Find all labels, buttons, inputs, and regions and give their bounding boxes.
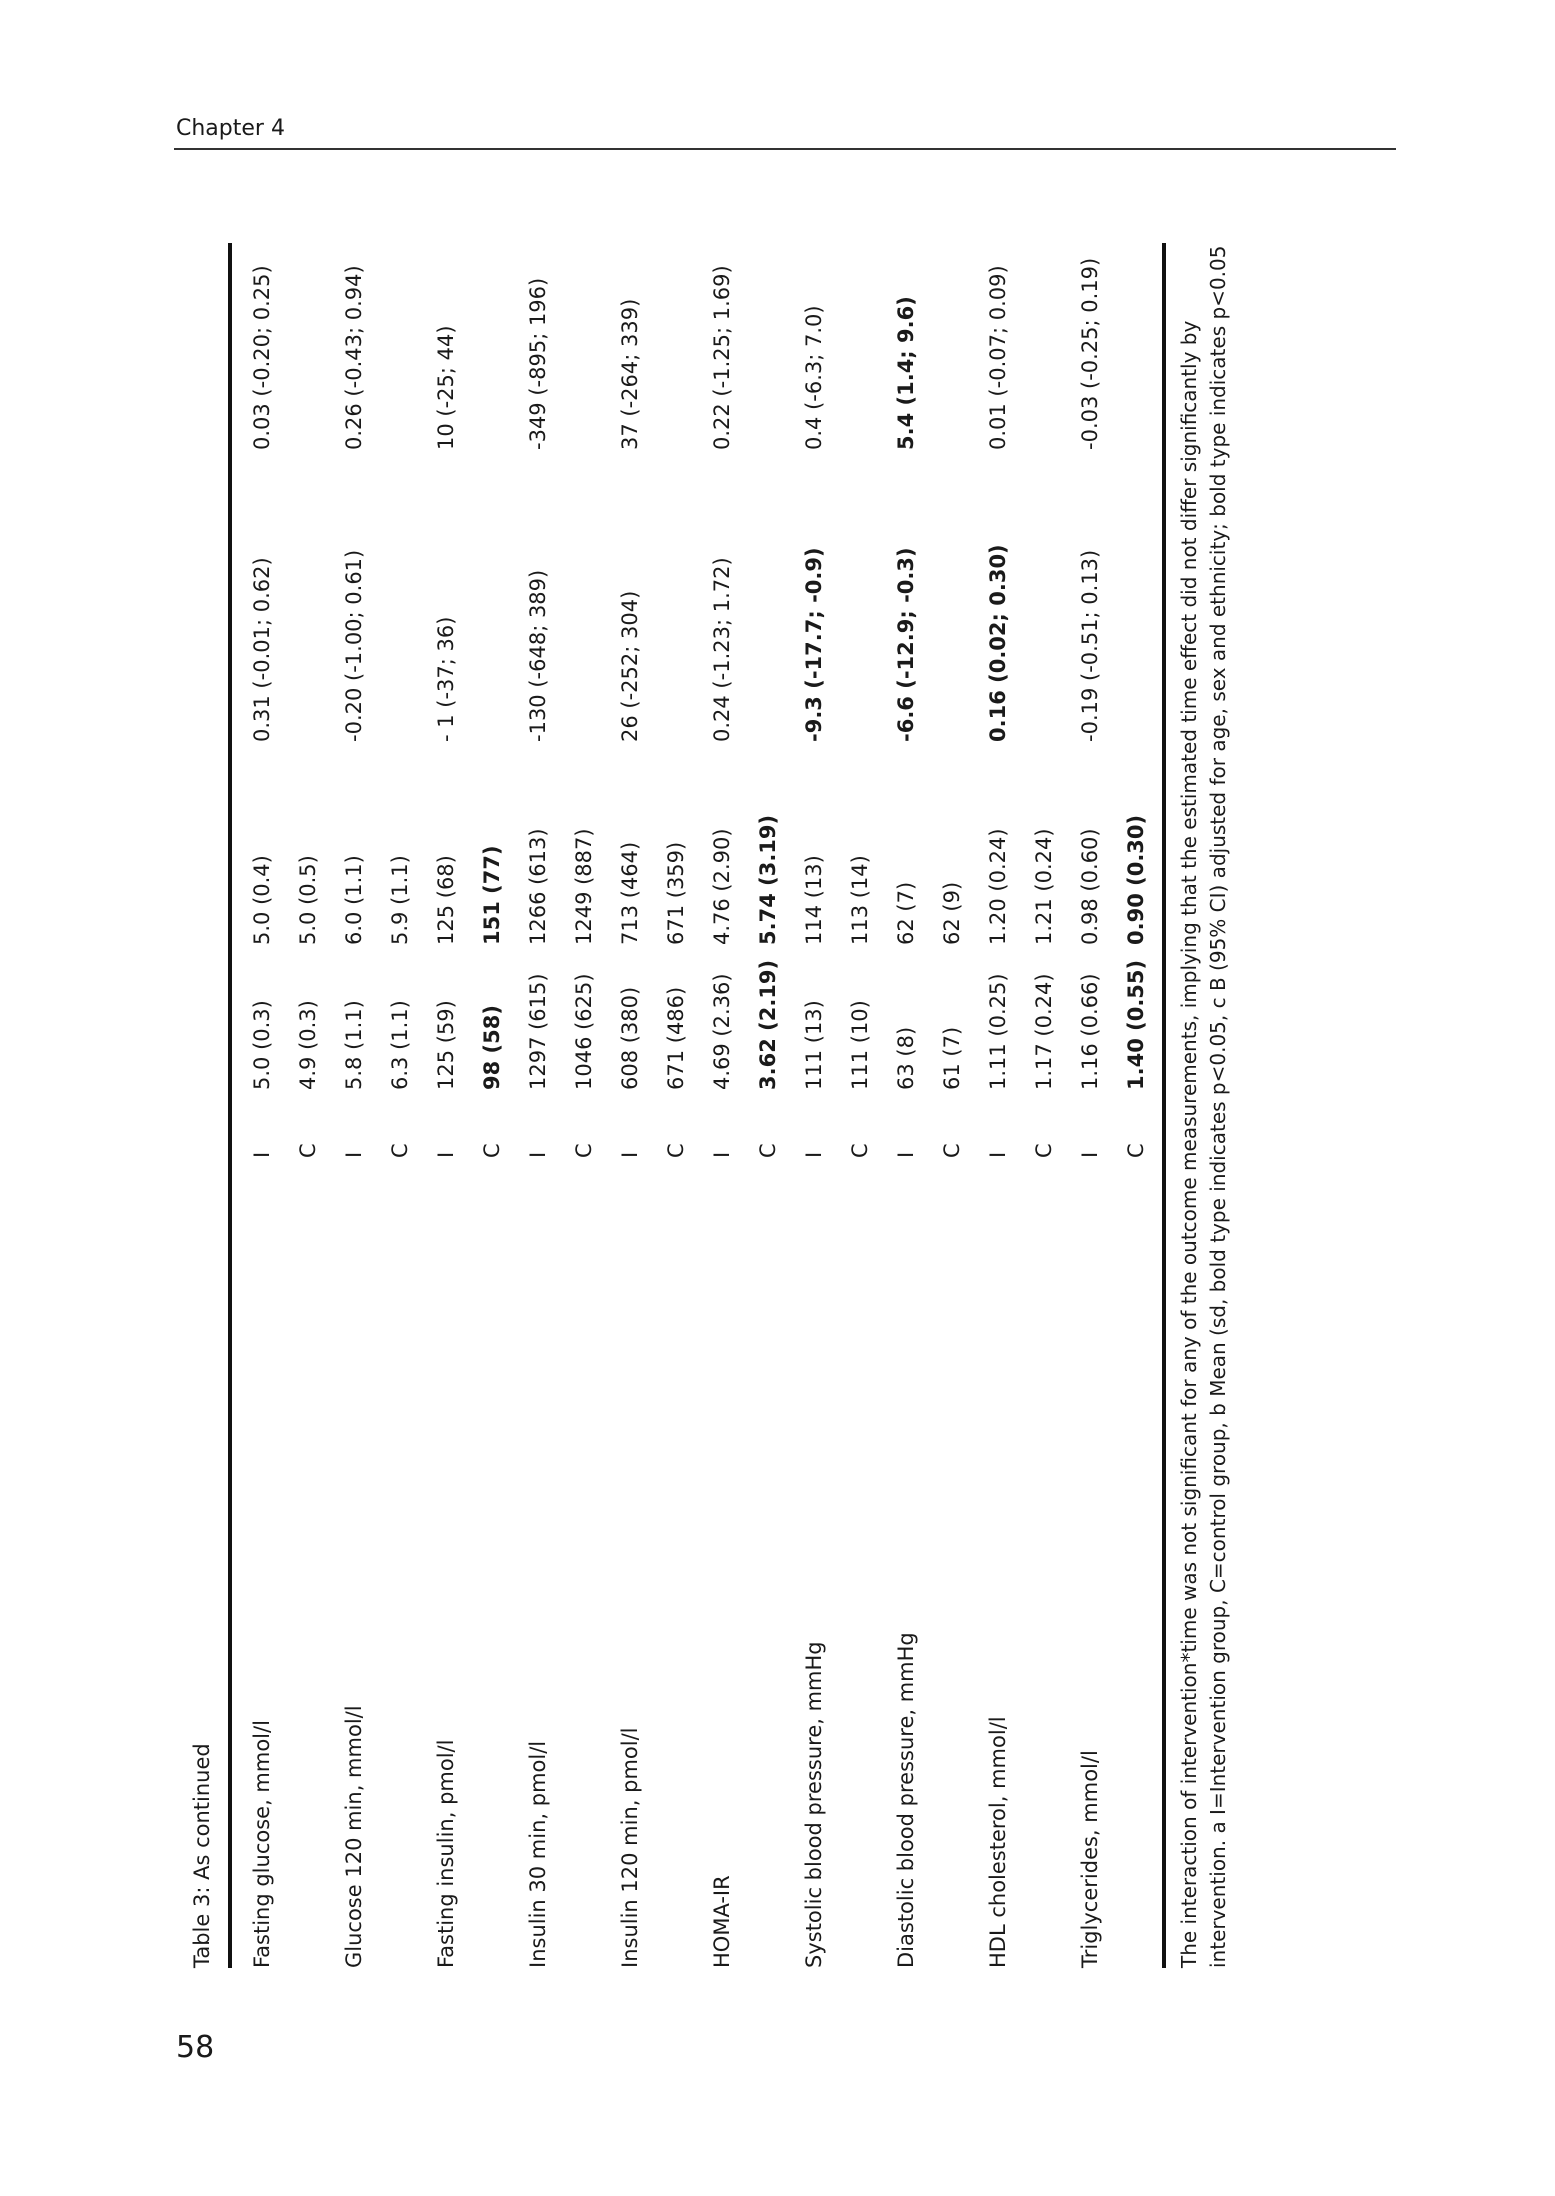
baseline-cell: 125 (59) xyxy=(434,1000,458,1090)
group-cell: C xyxy=(940,1143,964,1158)
row-label: Fasting glucose, mmol/l xyxy=(250,1720,274,1968)
group-cell: I xyxy=(526,1151,550,1158)
followup-cell: 125 (68) xyxy=(434,855,458,945)
baseline-cell: 111 (13) xyxy=(802,1000,826,1090)
followup-cell: 5.0 (0.5) xyxy=(296,855,320,945)
page-header xyxy=(174,112,1396,150)
followup-cell: 1.21 (0.24) xyxy=(1032,828,1056,945)
followup-cell: 62 (7) xyxy=(894,881,918,945)
rotated-table xyxy=(190,240,1250,2000)
estimate-b-cell: 0.31 (-0.01; 0.62) xyxy=(250,557,274,742)
estimate-c-cell: 0.4 (-6.3; 7.0) xyxy=(802,305,826,450)
followup-cell: 0.98 (0.60) xyxy=(1078,828,1102,945)
table-row xyxy=(1068,240,1114,2000)
estimate-b-cell: - 1 (-37; 36) xyxy=(434,616,458,742)
baseline-cell: 4.69 (2.36) xyxy=(710,973,734,1090)
group-cell: I xyxy=(986,1151,1010,1158)
table-row xyxy=(470,240,516,2000)
table-row xyxy=(286,240,332,2000)
group-cell: C xyxy=(1032,1143,1056,1158)
baseline-cell: 671 (486) xyxy=(664,986,688,1090)
baseline-cell: 61 (7) xyxy=(940,1026,964,1090)
followup-cell: 1266 (613) xyxy=(526,828,550,945)
table-row xyxy=(240,240,286,2000)
baseline-cell: 5.8 (1.1) xyxy=(342,1000,366,1090)
row-label: Triglycerides, mmol/l xyxy=(1078,1750,1102,1968)
baseline-cell: 1046 (625) xyxy=(572,973,596,1090)
group-cell: C xyxy=(664,1143,688,1158)
table-row xyxy=(838,240,884,2000)
followup-cell: 151 (77) xyxy=(480,845,504,945)
followup-cell: 671 (359) xyxy=(664,841,688,945)
group-cell: I xyxy=(710,1151,734,1158)
baseline-cell: 5.0 (0.3) xyxy=(250,1000,274,1090)
group-cell: I xyxy=(250,1151,274,1158)
row-label: Insulin 120 min, pmol/l xyxy=(618,1727,642,1968)
baseline-cell: 111 (10) xyxy=(848,1000,872,1090)
group-cell: C xyxy=(756,1143,780,1158)
group-cell: C xyxy=(480,1143,504,1158)
table-row xyxy=(378,240,424,2000)
followup-cell: 114 (13) xyxy=(802,855,826,945)
followup-cell: 5.9 (1.1) xyxy=(388,855,412,945)
estimate-c-cell: 37 (-264; 339) xyxy=(618,298,642,450)
row-label: HOMA-IR xyxy=(710,1875,734,1968)
chapter-title: Chapter 4 xyxy=(176,116,285,141)
page-number: 58 xyxy=(176,2030,215,2065)
baseline-cell: 6.3 (1.1) xyxy=(388,1000,412,1090)
row-label: Fasting insulin, pmol/l xyxy=(434,1739,458,1968)
baseline-cell: 3.62 (2.19) xyxy=(756,959,780,1090)
followup-cell: 1.20 (0.24) xyxy=(986,828,1010,945)
estimate-b-cell: -0.20 (-1.00; 0.61) xyxy=(342,549,366,742)
table-row xyxy=(1022,240,1068,2000)
followup-cell: 0.90 (0.30) xyxy=(1124,814,1148,945)
row-label: Insulin 30 min, pmol/l xyxy=(526,1740,550,1968)
table-footnote: The interaction of intervention*time was not significant for any of the outcome measurements, implying that the estimated time effect did not differ significantly by intervention. a I=Intervention group, C=control group, b Mean (sd, bold type indicates p<0.05, c B (95% CI) adjusted for age, sex and ethnicity; bold type indicates p<0.05 xyxy=(1177,245,1230,1968)
estimate-b-cell: -0.19 (-0.51; 0.13) xyxy=(1078,549,1102,742)
group-cell: C xyxy=(296,1143,320,1158)
followup-cell: 62 (9) xyxy=(940,881,964,945)
followup-cell: 5.0 (0.4) xyxy=(250,855,274,945)
row-label: Diastolic blood pressure, mmHg xyxy=(894,1632,918,1968)
estimate-c-cell: 0.26 (-0.43; 0.94) xyxy=(342,265,366,450)
group-cell: I xyxy=(434,1151,458,1158)
table-row xyxy=(608,240,654,2000)
row-label: Systolic blood pressure, mmHg xyxy=(802,1641,826,1968)
baseline-cell: 1.16 (0.66) xyxy=(1078,973,1102,1090)
followup-cell: 1249 (887) xyxy=(572,828,596,945)
table-row xyxy=(332,240,378,2000)
estimate-c-cell: 0.01 (-0.07; 0.09) xyxy=(986,265,1010,450)
table-row xyxy=(424,240,470,2000)
table-row xyxy=(562,240,608,2000)
group-cell: C xyxy=(388,1143,412,1158)
table-row xyxy=(792,240,838,2000)
baseline-cell: 63 (8) xyxy=(894,1026,918,1090)
table-bottom-rule xyxy=(1162,243,1166,1968)
group-cell: C xyxy=(1124,1143,1148,1158)
estimate-b-cell: 0.16 (0.02; 0.30) xyxy=(986,544,1010,742)
group-cell: I xyxy=(802,1151,826,1158)
table-row xyxy=(884,240,930,2000)
estimate-c-cell: 10 (-25; 44) xyxy=(434,325,458,450)
row-label: HDL cholesterol, mmol/l xyxy=(986,1716,1010,1968)
table-caption: Table 3: As continued xyxy=(190,1743,214,1968)
followup-cell: 6.0 (1.1) xyxy=(342,855,366,945)
baseline-cell: 98 (58) xyxy=(480,1005,504,1090)
group-cell: I xyxy=(618,1151,642,1158)
followup-cell: 4.76 (2.90) xyxy=(710,828,734,945)
followup-cell: 713 (464) xyxy=(618,841,642,945)
estimate-b-cell: -130 (-648; 389) xyxy=(526,569,550,742)
table-top-rule xyxy=(228,243,232,1968)
row-label: Glucose 120 min, mmol/l xyxy=(342,1705,366,1968)
estimate-b-cell: -6.6 (-12.9; -0.3) xyxy=(894,547,918,742)
baseline-cell: 1.17 (0.24) xyxy=(1032,973,1056,1090)
table-row xyxy=(746,240,792,2000)
baseline-cell: 1.11 (0.25) xyxy=(986,973,1010,1090)
baseline-cell: 4.9 (0.3) xyxy=(296,1000,320,1090)
baseline-cell: 1297 (615) xyxy=(526,973,550,1090)
baseline-cell: 608 (380) xyxy=(618,986,642,1090)
table-row xyxy=(976,240,1022,2000)
estimate-c-cell: -0.03 (-0.25; 0.19) xyxy=(1078,257,1102,450)
table-row xyxy=(516,240,562,2000)
group-cell: C xyxy=(848,1143,872,1158)
estimate-c-cell: 0.03 (-0.20; 0.25) xyxy=(250,265,274,450)
estimate-b-cell: -9.3 (-17.7; -0.9) xyxy=(802,547,826,742)
followup-cell: 5.74 (3.19) xyxy=(756,814,780,945)
estimate-c-cell: 5.4 (1.4; 9.6) xyxy=(894,296,918,450)
table-row xyxy=(654,240,700,2000)
estimate-b-cell: 0.24 (-1.23; 1.72) xyxy=(710,557,734,742)
followup-cell: 113 (14) xyxy=(848,855,872,945)
estimate-c-cell: 0.22 (-1.25; 1.69) xyxy=(710,265,734,450)
estimate-b-cell: 26 (-252; 304) xyxy=(618,590,642,742)
estimate-c-cell: -349 (-895; 196) xyxy=(526,277,550,450)
group-cell: I xyxy=(894,1151,918,1158)
group-cell: I xyxy=(1078,1151,1102,1158)
group-cell: I xyxy=(342,1151,366,1158)
table-row xyxy=(1114,240,1160,2000)
table-row xyxy=(930,240,976,2000)
table-row xyxy=(700,240,746,2000)
baseline-cell: 1.40 (0.55) xyxy=(1124,959,1148,1090)
group-cell: C xyxy=(572,1143,596,1158)
